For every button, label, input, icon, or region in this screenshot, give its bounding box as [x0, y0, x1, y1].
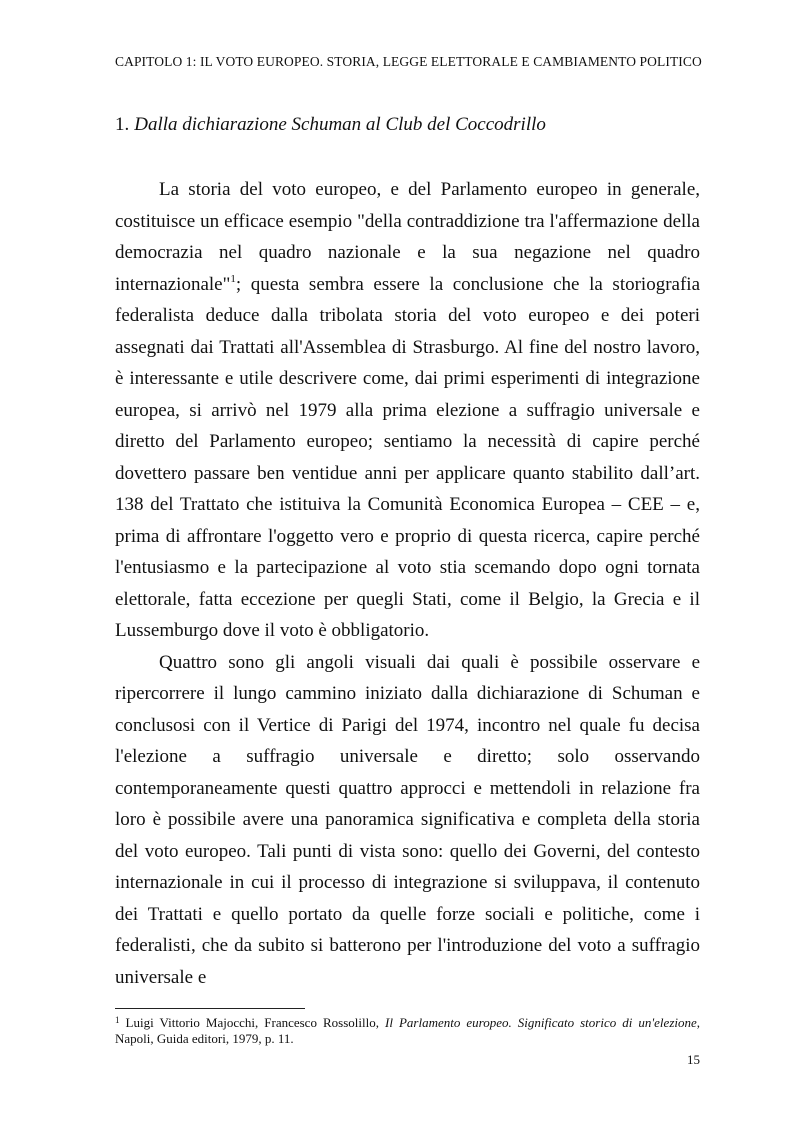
section-heading [115, 114, 546, 136]
paragraph-1 [115, 174, 700, 647]
section-number: 1. [115, 114, 130, 135]
footnote-publication: , Napoli, Guida editori, 1979, p. 11. [115, 1015, 701, 1046]
paragraph-1-text-b: ; questa sembra essere la conclusione che la storiografia federalista deduce dalla tribolata storia del voto europeo e dei poteri assegnati dai Trattati all'Assemblea di Strasburgo. Al fine del nostro lavoro, è interessante e utile descrivere come, dai primi esperimenti di integrazione europea, si arrivò nel 1979 alla prima elezione a suffragio universale e diretto del Parlamento europeo; sentiamo la necessità di capire perché dovettero passare ben ventidue anni per applicare quanto stabilito dall’art. 138 del Trattato che istituiva la Comunità Economica Europea – CEE – e, prima di affrontare l'oggetto vero e proprio di questa ricerca, capire perché l'entusiasmo e la partecipazione al voto stia scemando dopo ogni tornata elettorale, fatta eccezione per quegli Stati, come il Belgio, la Grecia e il Lussemburgo dove il voto è obbligatorio. [115, 273, 700, 641]
section-title: Dalla dichiarazione Schuman al Club del Coccodrillo [134, 114, 546, 135]
running-header: CAPITOLO 1: IL VOTO EUROPEO. STORIA, LEGGE ELETTORALE E CAMBIAMENTO POLITICO [115, 54, 702, 69]
page-number: 15 [687, 1052, 700, 1067]
body-text [115, 174, 700, 993]
footnote [115, 1015, 700, 1047]
paragraph-1-text-a: La storia del voto europeo, e del Parlamento europeo in generale, costituisce un efficace esempio "della contraddizione tra l'affermazione della democrazia nel quadro nazionale e la sua negazione nel quadro internazionale" [115, 179, 700, 295]
paragraph-2: Quattro sono gli angoli visuali dai quali è possibile osservare e ripercorrere il lungo cammino iniziato dalla dichiarazione di Schuman e conclusosi con il Vertice di Parigi del 1974, incontro nel quale fu decisa l'elezione a suffragio universale e diretto; solo osservando contemporaneamente questi quattro approcci e mettendoli in relazione fra loro è possibile avere una panoramica significativa e completa della storia del voto europeo. Tali punti di vista sono: quello dei Governi, del contesto internazionale in cui il processo di integrazione si sviluppava, il contenuto dei Trattati e quello portato da quelle forze sociali e politiche, come i federalisti, che da subito si batterono per l'introduzione del voto a suffragio universale e [115, 651, 700, 988]
footnote-reference[interactable]: 1 [230, 272, 236, 285]
footnote-marker: 1 [115, 1015, 120, 1025]
footnote-separator [115, 1008, 305, 1009]
footnote-work-title: Il Parlamento europeo. Significato storico di un'elezione [385, 1015, 697, 1030]
footnote-authors: Luigi Vittorio Majocchi, Francesco Rossolillo, [125, 1015, 379, 1030]
